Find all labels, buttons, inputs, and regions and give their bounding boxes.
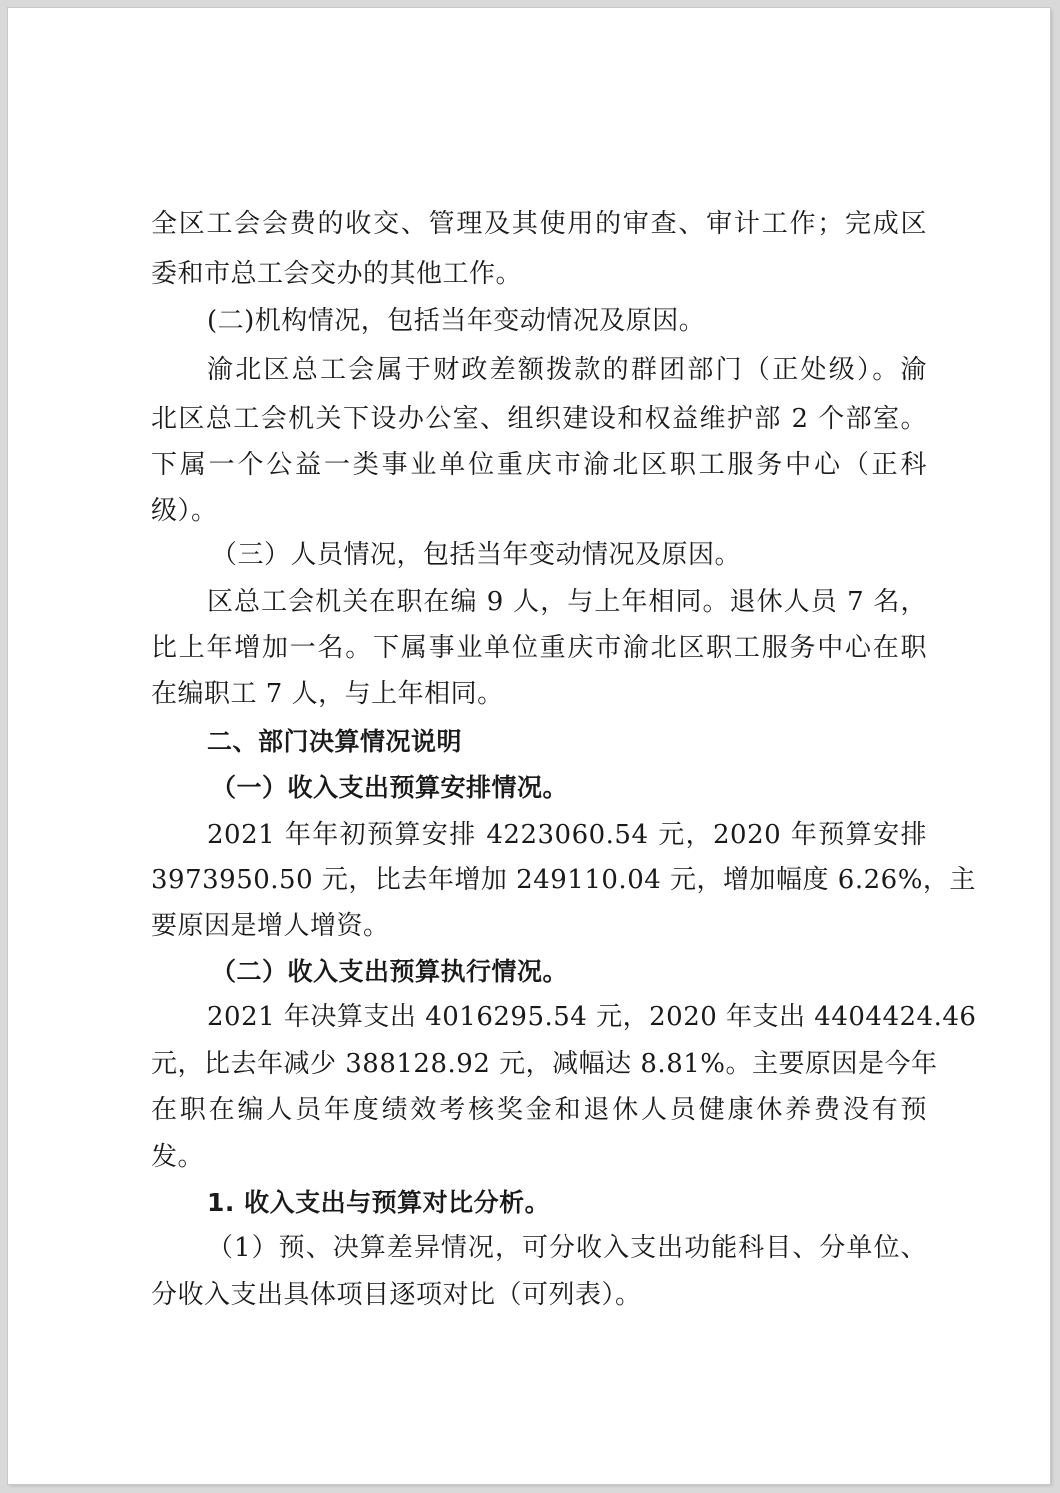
text-line: (二)机构情况，包括当年变动情况及原因。 — [207, 306, 706, 336]
document-page — [8, 8, 1050, 1484]
text-line: 分收入支出具体项目逐项对比（可列表）。 — [151, 1280, 642, 1310]
text-line: （1）预、决算差异情况，可分收入支出功能科目、分单位、 — [207, 1233, 927, 1263]
subsection-heading: （二）收入支出预算执行情况。 — [211, 957, 569, 986]
text-line: 元，比去年减少 388128.92 元，减幅达 8.81%。主要原因是今年 — [151, 1049, 938, 1079]
text-line: 在编职工 7 人，与上年相同。 — [151, 679, 504, 709]
text-line: 发。 — [151, 1142, 205, 1172]
text-line: 委和市总工会交办的其他工作。 — [151, 259, 523, 289]
text-line: 全区工会会费的收交、管理及其使用的审查、审计工作；完成区 — [151, 209, 927, 239]
text-line: 区总工会机关在职在编 9 人，与上年相同。退休人员 7 名， — [207, 587, 927, 617]
text-line: 要原因是增人增资。 — [151, 911, 390, 941]
text-line: 比上年增加一名。下属事业单位重庆市渝北区职工服务中心在职 — [151, 633, 927, 663]
subsection-heading: 1. 收入支出与预算对比分析。 — [207, 1188, 551, 1217]
text-line: 级）。 — [151, 496, 218, 526]
text-line: 2021 年决算支出 4016295.54 元，2020 年支出 4404424.46 — [207, 1002, 977, 1032]
text-line: （三）人员情况，包括当年变动情况及原因。 — [211, 540, 742, 570]
text-line: 下属一个公益一类事业单位重庆市渝北区职工服务中心（正科 — [151, 450, 927, 480]
subsection-heading: （一）收入支出预算安排情况。 — [211, 773, 569, 802]
text-line: 在职在编人员年度绩效考核奖金和退休人员健康休养费没有预 — [151, 1095, 927, 1125]
section-heading: 二、部门决算情况说明 — [207, 727, 463, 756]
text-line: 2021 年年初预算安排 4223060.54 元，2020 年预算安排 — [207, 820, 927, 850]
text-line: 3973950.50 元，比去年增加 249110.04 元，增加幅度 6.26%，主 — [151, 865, 976, 895]
text-line: 渝北区总工会属于财政差额拨款的群团部门（正处级）。渝 — [207, 355, 927, 385]
text-line: 北区总工会机关下设办公室、组织建设和权益维护部 2 个部室。 — [151, 404, 927, 434]
